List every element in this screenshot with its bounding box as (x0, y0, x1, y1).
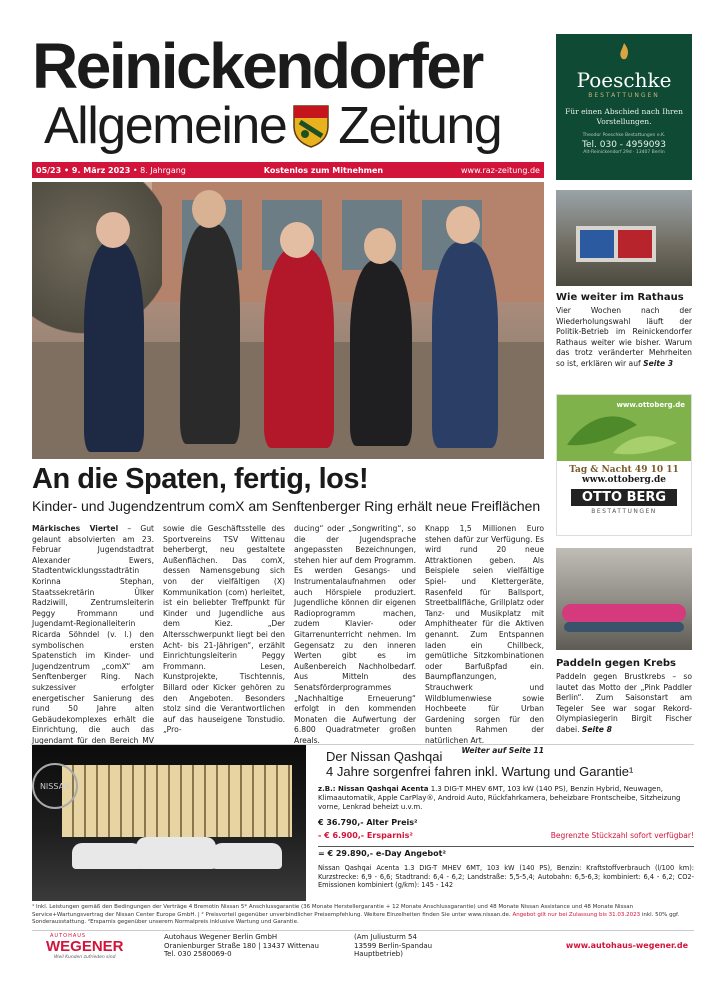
main-photo (32, 182, 544, 459)
poeschke-text: Für einen Abschied nach Ihren Vorstellungen. (565, 107, 683, 126)
subheadline: Kinder- und Jugendzentrum comX am Senftenberger Ring erhält neue Freiflächen (32, 498, 541, 514)
paddle-photo (556, 548, 692, 650)
district-crest-icon (292, 104, 330, 148)
dealer-bar[interactable] (32, 930, 694, 962)
poeschke-name: Poeschke (576, 68, 672, 92)
side-story-page-2[interactable]: Seite 8 (581, 724, 612, 734)
side-story-title-2: Paddeln gegen Krebs (556, 658, 676, 669)
masthead-subtitle (44, 96, 501, 156)
side-story-text-1: Vier Wochen nach der Wiederholungswahl läuft der Politik-Betrieb im Reinickendorfer Rathaus weiter wie bisher. Warum das trotz veränderter Mehrheiten so ist, erklären wir auf Seite 3 (556, 306, 692, 368)
free-label: Kostenlos zum Mitnehmen (263, 165, 384, 175)
dealer-logo-top: AUTOHAUS (50, 933, 87, 939)
dealer-logo: WEGENER (46, 938, 124, 955)
flame-icon (617, 42, 631, 62)
dealer-tagline: Weil Kunden zufrieden sind (54, 955, 116, 960)
issue-info: 05/23 • 9. März 2023 • 8. Jahrgang (36, 165, 186, 175)
article-column-3: ducing“ oder „Songwriting“, so die der Jugendsprache angepassten Bezeichnungen, stehen hier auf dem Programm. Es werden Gesangs- und Instrumentalaufnahmen oder auch Hörspiele produziert. Jugendliche können dir eigenen Radioprogramm machen, zudem Klavier- oder Gitarrenunterricht nehmen. Im Gegensatz zu den inneren Werten gibt es im Außenbereich Nachholbedarf. Aus Mitteln des Senatsförderprogrammes „Nachhaltige Erneuerung“ erfolgt in den kommenden Monaten die Aufwertung der 6.800 Quadratmeter großen Areals. (294, 524, 416, 745)
dealer-branch: (Am Juliusturm 54 13599 Berlin-Spandau Hauptbetrieb) (354, 933, 433, 958)
nissan-title: Der Nissan Qashqai (326, 749, 443, 764)
otto-web-top: www.ottoberg.de (616, 401, 685, 409)
article-column-2: sowie die Geschäftsstelle des Sportvereins TSV Wittenau beherbergt, neu gestaltete Außenflächen. Das comX, dessen Namensgebung sich von der vielfältigen (X) Kommunikation (com) herleitet, ist ein beliebter Treffpunkt für Kinder und Jugendliche aus dem Kiez. „Der Altersschwerpunkt liegt bei den Acht- bis 21-Jährigen“, erzählt Einrichtungsleiterin Peggy Frommann. Lesen, Kunstprojekte, Tischtennis, Billard oder Kicker gehören zu den Angeboten. Besonders stolz sind die Verantwortlichen auf das hauseigene Tonstudio. „Pro- (163, 524, 285, 735)
issue-bar (32, 162, 544, 178)
side-story-title-1: Wie weiter im Rathaus (556, 292, 684, 303)
nissan-old-price: € 36.790,- Alter Preis² (318, 818, 418, 827)
nissan-showroom-image (32, 745, 306, 901)
nissan-specs: z.B.: Nissan Qashqai Acenta 1.3 DIG-T MHEV 6MT, 103 kW (140 PS), Benzin Hybrid, Neuwagen, Klimaautomatik, Apple CarPlay®, Android Auto, Rückfahrkamera, beheizbare Frontscheibe, Sitzheizung vorne, Lenkrad beheizt u.v.m. (318, 785, 681, 811)
side-story-text-2: Paddeln gegen Brustkrebs – so lautet das Motto der „Pink Paddler Berlin“. Zum Saisonstart am Tegeler See war sogar Rekord-Olympiasiegerin Birgit Fischer dabei. Seite 8 (556, 672, 692, 734)
side-story-page-1[interactable]: Seite 3 (643, 358, 674, 368)
poeschke-tel: Tel. 030 - 4959093 (582, 140, 666, 150)
dealer-street: Oranienburger Straße 180 | 13437 Wittenau (164, 941, 319, 950)
nissan-fuel-info: Nissan Qashqai Acenta 1.3 DIG-T MHEV 6MT, 103 kW (140 PS), Benzin: Kraftstoffverbrauch (l/100 km): Kurzstrecke: 6,9 - 6,6; Stadtrand: 6,4 - 6,2; Landstraße: 5,5-5,4; Autobahn: 6,5-6,3; kombiniert: 6,4 - 6,2; CO2-Emissionen kombiniert (g/km): 145 - 142 (318, 864, 694, 890)
masthead-title: Reinickendorfer (32, 30, 482, 102)
nissan-new-price: = € 29.890,- e-Day Angebot² (318, 846, 694, 858)
masthead-word-allgemeine: Allgemeine (44, 97, 287, 155)
ad-otto-berg[interactable] (556, 394, 692, 536)
nissan-saving: - € 6.900,- Ersparnis² (318, 831, 413, 840)
nissan-logo: NISSAN (32, 763, 78, 809)
poeschke-sub: BESTATTUNGEN (588, 92, 660, 99)
headline: An die Spaten, fertig, los! (32, 463, 369, 495)
poeschke-address: Alt-Reinickendorf 29d · 13407 Berlin (583, 150, 665, 155)
article-column-1: Märkisches Viertel – Gut gelaunt absolvierten am 23. Februar Jugendstadtrat Alexander Ewers, Stadtentwicklungsstadträtin Korinna Stephan, Staatssekretärin Ülker Radziwill, Zentrumsleiterin Peggy Frommann und Jugendamt-Regionalleiterin Ricarda Söhndel (v. l.) den symbolischen ersten Spatenstich im Kinder- und Jugendzentrum „comX“ am Senftenberger Ring. Nach sukzessiver erfolgter energetischer Sanierung des rund 50 Jahre alten Gebäudekomplexes erhält die Einrichtung, die auch das Jugendamt für den Bereich MV (32, 524, 154, 745)
masthead-word-zeitung: Zeitung (338, 97, 502, 155)
otto-sub: BESTATTUNGEN (591, 508, 657, 515)
ad-footnote: ¹ Inkl. Leistungen gemäß den Bedingungen der Verträge 4 Bremotin Nissan 5* Anschlussgarantie (36 Monate Herstellergarantie + 12 Monate Anschlussgarantie) und 48 Monate Nissan Assistance und 48 Monate Nissan Service+Wartungsvertrag der Nissan Center Europe GmbH. | ² Preisvorteil gegenüber unverbindlicher Preisempfehlung. Weitere Einzelheiten finden Sie unter www.nissan.de. Angebot gilt nur bei Zulassung bis 31.03.2023 inkl. 50% ggf. Sonderausstattung. ²Ersparnis gegenüber unserem Normalpreis inklusive Wartung und Garantie. (32, 904, 680, 925)
otto-logo: OTTO BERG (571, 489, 677, 506)
dealer-website[interactable]: www.autohaus-wegener.de (565, 941, 688, 950)
poeschke-owner: Theodor Poeschke Bestattungen e.K. (582, 133, 666, 138)
dealer-tel: Tel. 030 2580069-0 (164, 950, 232, 958)
website-link[interactable]: www.raz-zeitung.de (461, 165, 540, 175)
otto-web: www.ottoberg.de (582, 475, 666, 485)
nissan-claim: 4 Jahre sorgenfrei fahren inkl. Wartung und Garantie¹ (326, 764, 634, 779)
continue-link[interactable]: Weiter auf Seite 11 (461, 746, 544, 756)
dealer-address (164, 933, 319, 959)
ad-poeschke[interactable] (556, 34, 692, 180)
article-column-4: Knapp 1,5 Millionen Euro stehen dafür zur Verfügung. Es wird rund 20 neue Attraktionen geben. Als Beispiele seien vielfältige Spiel- und Klettergeräte, Rasenfeld für Ballsport, Streetballfläche, Grillplatz oder Tanz- und Musikplatz mit Amphitheater für die Aktiven genannt. Zum Entspannen laden ein Chillbeck, gemütliche Sitzkombinationen oder Barfußpfad ein. Baumpflanzungen, Strauchwerk und Wildblumenwiese sowie Hochbeete für Urban Gardening sorgen für den bunten Rahmen der natürlichen Art. Weiter auf Seite 11 (425, 524, 544, 756)
nissan-stock-note: Begrenzte Stückzahl sofort verfügbar! (550, 831, 694, 840)
rathaus-photo (556, 190, 692, 286)
dealer-name: Autohaus Wegener Berlin GmbH (164, 933, 278, 941)
otto-phone: Tag & Nacht 49 10 11 (569, 465, 679, 475)
ad-nissan[interactable] (32, 744, 694, 904)
